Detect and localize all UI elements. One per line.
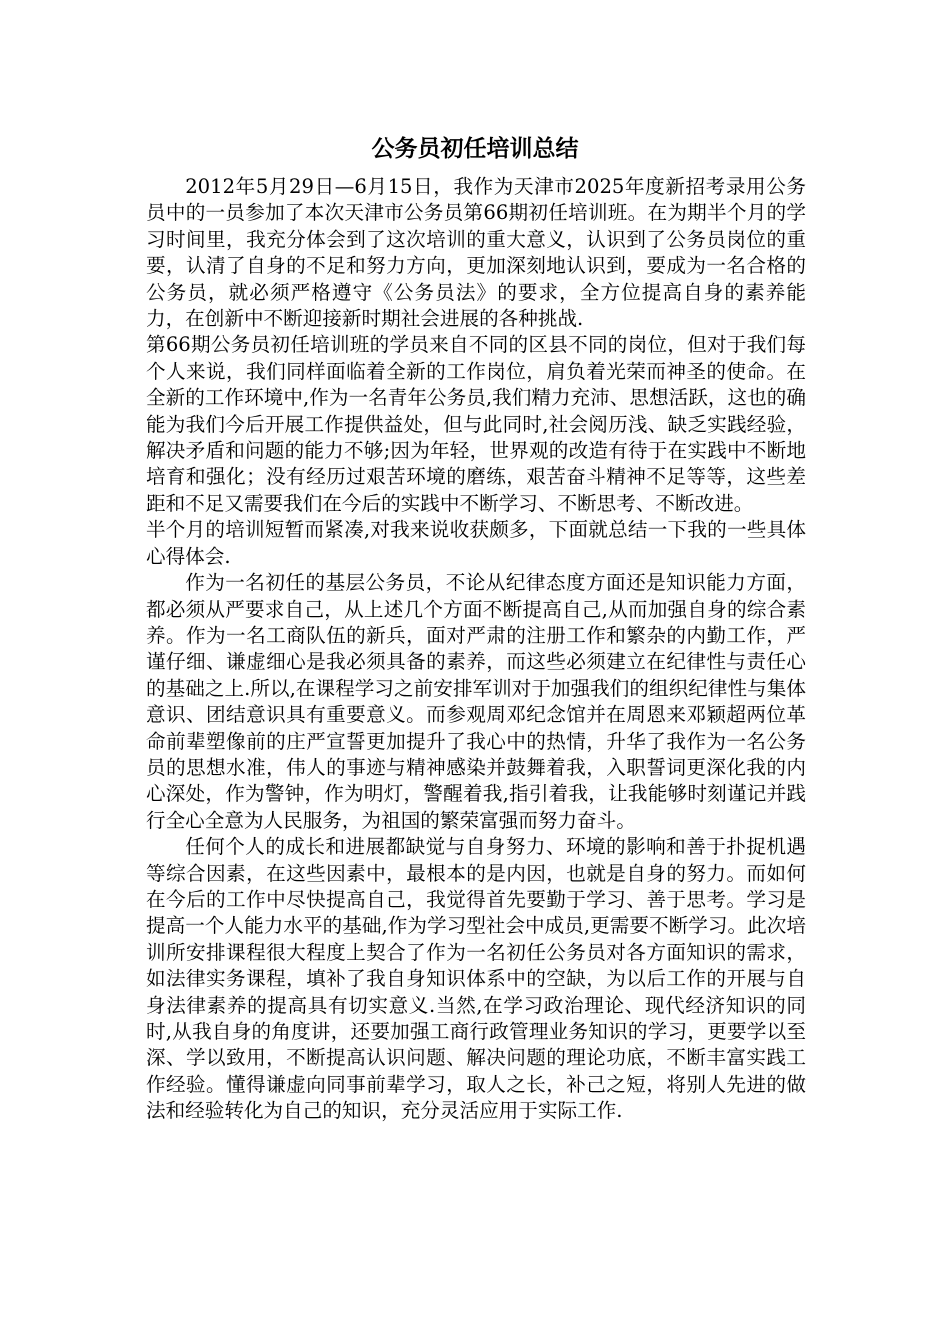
paragraph-class-background: 第66期公务员初任培训班的学员来自不同的区县不同的岗位，但对于我们每个人来说，我们同样面临着全新的工作岗位，肩负着光荣而神圣的使命。在全新的工作环境中,作为一名青年公务员,我们精力充沛、思想活跃，这也的确能为我们今后开展工作提供益处，但与此同时,社会阅历浅、缺乏实践经验，解决矛盾和问题的能力不够;因为年轻，世界观的改造有待于在实践中不断地培育和强化；没有经历过艰苦环境的磨练，艰苦奋斗精神不足等等，这些差距和不足又需要我们在今后的实践中不断学习、不断思考、不断改进。	[146, 333, 806, 515]
document-body	[146, 174, 806, 1125]
paragraph-transition: 半个月的培训短暂而紧凑,对我来说收获颇多，下面就总结一下我的一些具体心得体会.	[146, 518, 806, 568]
paragraph-learning: 任何个人的成长和进展都缺觉与自身努力、环境的影响和善于扑捉机遇等综合因素，在这些因素中，最根本的是内因，也就是自身的努力。而如何在今后的工作中尽快提高自己，我觉得首先要勤于学习、善于思考。学习是提高一个人能力水平的基础,作为学习型社会中成员,更需要不断学习。此次培训所安排课程很大程度上契合了作为一名初任公务员对各方面知识的需求，如法律实务课程，填补了我自身知识体系中的空缺，为以后工作的开展与自身法律素养的提高具有切实意义.当然,在学习政治理论、现代经济知识的同时,从我自身的角度讲，还要加强工商行政管理业务知识的学习，更要学以至深、学以致用，不断提高认识问题、解决问题的理论功底，不断丰富实践工作经验。懂得谦虚向同事前辈学习，取人之长，补己之短，将别人先进的做法和经验转化为自己的知识，充分灵活应用于实际工作.	[146, 835, 806, 1123]
paragraph-discipline: 作为一名初任的基层公务员，不论从纪律态度方面还是知识能力方面，都必须从严要求自己，从上述几个方面不断提高自己,从而加强自身的综合素养。作为一名工商队伍的新兵，面对严肃的注册工作和繁杂的内勤工作，严谨仔细、谦虚细心是我必须具备的素养，而这些必须建立在纪律性与责任心的基础之上.所以,在课程学习之前安排军训对于加强我们的组织纪律性与集体意识、团结意识具有重要意义。而参观周邓纪念馆并在周恩来邓颖超两位革命前辈塑像前的庄严宣誓更加提升了我心中的热情，升华了我作为一名公务员的思想水准，伟人的事迹与精神感染并鼓舞着我，入职誓词更深化我的内心深处，作为警钟，作为明灯，警醒着我,指引着我，让我能够时刻谨记并践行全心全意为人民服务，为祖国的繁荣富强而努力奋斗。	[146, 571, 806, 832]
document-title: 公务员初任培训总结	[371, 136, 579, 162]
paragraph-intro: 2012年5月29日—6月15日，我作为天津市2025年度新招考录用公务员中的一员参加了本次天津市公务员第66期初任培训班。在为期半个月的学习时间里，我充分体会到了这次培训的重大意义，认识到了公务员岗位的重要，认清了自身的不足和努力方向，更加深刻地认识到，要成为一名合格的公务员，就必须严格遵守《公务员法》的要求，全方位提高自身的素养能力，在创新中不断迎接新时期社会进展的各种挑战.	[146, 175, 806, 331]
